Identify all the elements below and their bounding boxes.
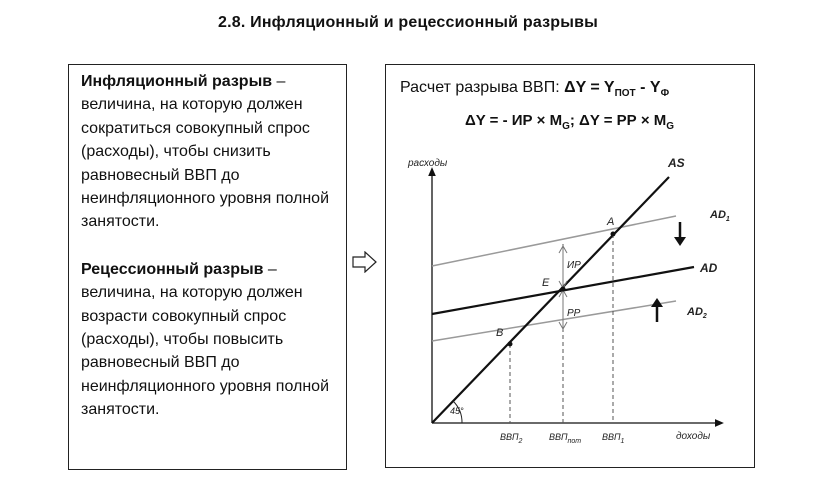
point-a-label: A <box>607 216 615 228</box>
recession-gap-text: – величина, на которую должен возрасти совокупный спрос (расходы), чтобы повысить равновесный ВВП до неинфляционного уровня полной занятости. <box>81 260 329 419</box>
inflation-gap-definition <box>81 70 336 234</box>
rr-gap-label: РР <box>567 308 581 319</box>
formula-delta: ΔY = Y <box>564 79 615 96</box>
recession-gap-definition <box>81 258 336 422</box>
definitions-panel <box>68 64 347 470</box>
aggregate-expenditure-chart <box>386 65 753 467</box>
gap-chart-panel <box>385 64 755 468</box>
tick-bvppot-sub: пот <box>567 438 582 445</box>
ad2-label-main: AD <box>687 306 703 318</box>
formula-sub-f: Ф <box>660 88 670 100</box>
tick-bvppot-main: ВВП <box>549 432 568 442</box>
point-e-label: E <box>542 277 550 289</box>
formula-sub-pot: ПОТ <box>614 88 636 100</box>
as-line <box>432 177 669 423</box>
formula-sub-g1: G <box>562 121 570 132</box>
ad-label: AD <box>700 261 718 275</box>
as-label: AS <box>668 156 685 170</box>
formula-minus: - Y <box>635 79 661 96</box>
right-arrow-icon <box>352 251 378 273</box>
ad-shift-down-arrow-icon <box>674 222 686 246</box>
ad1-label <box>709 209 730 223</box>
tick-bvp1 <box>602 432 625 445</box>
ir-gap-label: ИР <box>567 260 581 271</box>
x-axis-label: доходы <box>676 431 711 442</box>
inflation-gap-term: Инфляционный разрыв <box>81 73 273 90</box>
point-a <box>611 232 616 237</box>
y-axis-label: расходы <box>408 158 448 169</box>
ad1-label-sub: 1 <box>725 216 730 223</box>
formula-ir: ΔY = - ИР × M <box>464 112 563 129</box>
ad2-label-sub: 2 <box>702 313 707 320</box>
tick-bvppot <box>549 432 581 445</box>
ad-shift-up-arrow-icon <box>651 298 663 322</box>
tick-bvp2-sub: 2 <box>518 438 523 445</box>
formula-rr: ; ΔY = РР × M <box>569 112 667 129</box>
tick-bvp1-main: ВВП <box>602 432 621 442</box>
ad1-label-main: AD <box>710 209 726 221</box>
tick-bvp1-sub: 1 <box>620 438 625 445</box>
inflation-gap-text: – величина, на которую должен сократиться совокупный спрос (расходы), чтобы снизить равновесный ВВП до неинфляционного уровня полной занятости. <box>81 73 329 231</box>
ad1-line <box>432 216 676 266</box>
page-title: 2.8. Инфляционный и рецессионный разрывы <box>217 14 599 31</box>
formula-sub-g2: G <box>666 121 675 132</box>
formula-prefix: Расчет разрыва ВВП: <box>400 79 565 96</box>
angle-label: 45° <box>450 406 464 416</box>
ad2-label <box>686 306 707 320</box>
tick-bvp2-main: ВВП <box>500 432 519 442</box>
point-b-label: B <box>496 327 504 339</box>
point-e <box>561 287 566 292</box>
recession-gap-term: Рецессионный разрыв <box>81 260 264 278</box>
tick-bvp2 <box>500 432 523 445</box>
point-b <box>508 342 513 347</box>
